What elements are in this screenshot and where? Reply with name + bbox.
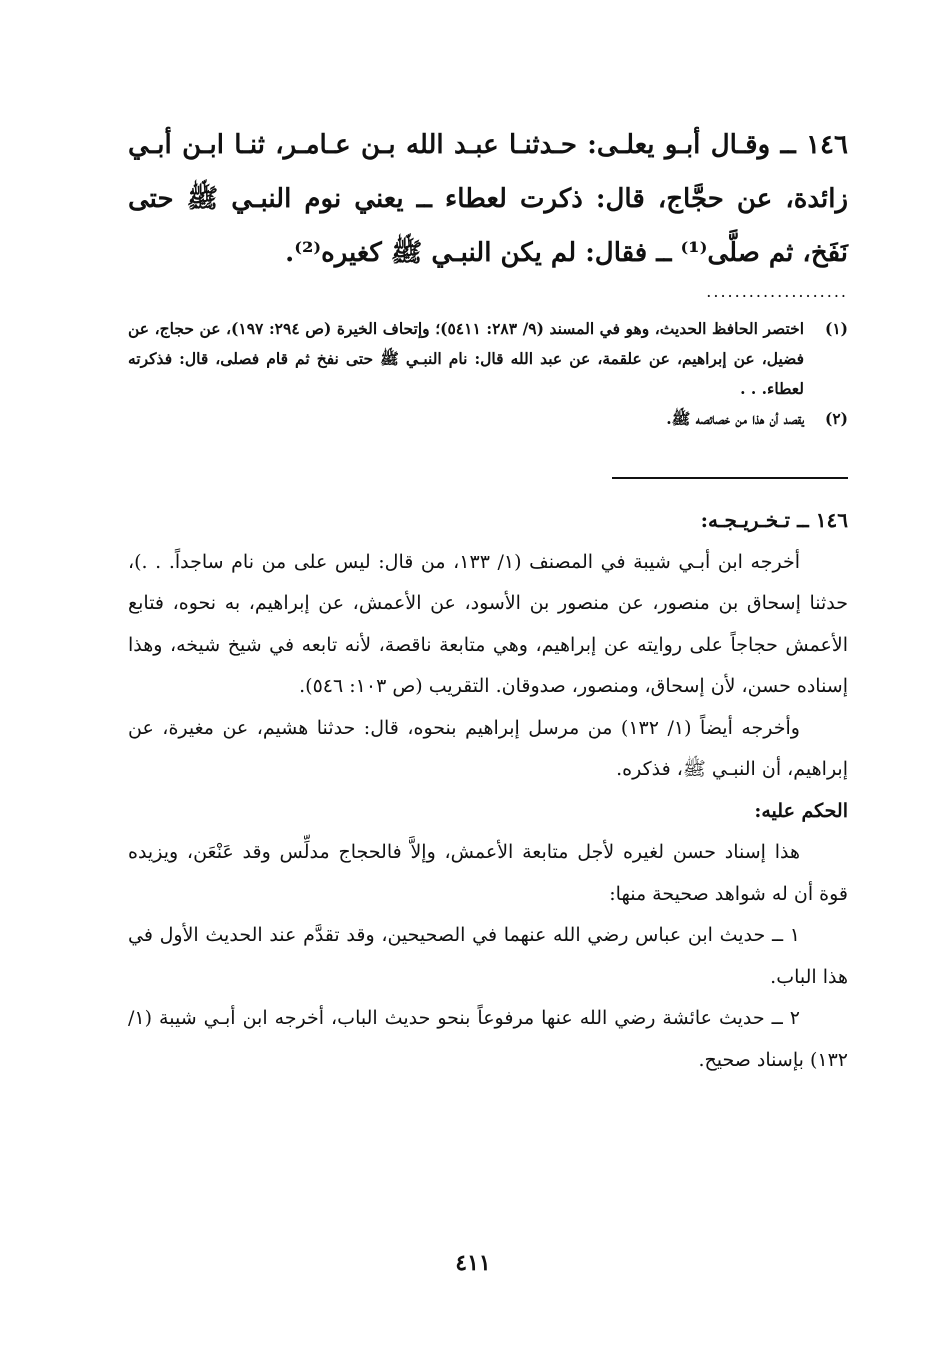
evidence-item: ٢ ــ حديث عائشة رضي الله عنها مرفوعاً بنحو حديث الباب، أخرجه ابن أبـي شيبة (١/ ١٣٢) بإسناد صحيح.	[128, 1007, 848, 1071]
footnote-number: (٢)	[824, 409, 848, 428]
takhrij-paragraph: أخرجه ابن أبـي شيبة في المصنف (١/ ١٣٣، من قال: ليس على من نام ساجداً. . .)، حدثنا إسحاق بن منصور، عن منصور بن الأسود، عن الأعمش، عن إبراهيم، به نحوه، فتابع الأعمش حجاجاً على روايته عن إبراهيم، وهي متابعة ناقصة، لأنه تابعه في شيخ شيخه، وهذا إسناده حسن، لأن إسحاق، ومنصور، صدوقان. التقريب (ص ١٠٣: ٥٤٦).	[128, 550, 848, 697]
footnote	[128, 314, 848, 404]
hukm-paragraph: هذا إسناد حسن لغيره لأجل متابعة الأعمش، وإلاَّ فالحجاج مدلِّس وقد عَنْعَن، ويزيده قوة أن له شواهد صحيحة منها:	[128, 841, 848, 905]
page-number: ٤١١	[455, 1250, 491, 1276]
main-hadith-text: ١٤٦ ــ وقـال أبـو يعلـى: حـدثنـا عبـد الله بـن عـامـر، ثنـا ابـن أبـي زائدة، عن حجَّاج، قال: ذكرت لعطاء ــ يعني نوم النبـي ﷺ حتى نَفَخ، ثم صلَّى⁽¹⁾ ــ فقال: لم يكن النبـي ﷺ كغيره⁽²⁾.	[128, 130, 848, 268]
takhrij-paragraph: وأخرجه أيضاً (١/ ١٣٢) من مرسل إبراهيم بنحوه، قال: حدثنا هشيم، عن مغيرة، عن إبراهيم، أن النبـي ﷺ، فذكره.	[128, 716, 848, 780]
footnote-text: يقصد أن هذا من خصائصه ﷺ.	[666, 409, 804, 428]
section-divider	[612, 477, 848, 479]
footnote-number: (١)	[824, 319, 848, 338]
commentary	[128, 500, 848, 1081]
takhrij-heading: ١٤٦ ــ تـخـريـجـه:	[700, 508, 848, 532]
evidence-item: ١ ــ حديث ابن عباس رضي الله عنهما في الصحيحين، وقد تقدَّم عند الحديث الأول في هذا الباب.	[128, 924, 848, 988]
footnote	[128, 404, 848, 434]
footnote-separator-dots: ....................	[706, 282, 848, 301]
footnotes	[128, 314, 848, 434]
footnote-text: اختصر الحافظ الحديث، وهو في المسند (٩/ ٢٨٣: ٥٤١١)؛ وإتحاف الخيرة (ص ٢٩٤: ١٩٧)، عن حجاج، عن فضيل، عن إبراهيم، عن علقمة، عن عبد الله قال: نام النبـي ﷺ حتى نفخ ثم قام فصلى، قال: فذكرته لعطاء. . .	[128, 319, 805, 398]
hukm-heading: الحكم عليه:	[754, 799, 848, 822]
